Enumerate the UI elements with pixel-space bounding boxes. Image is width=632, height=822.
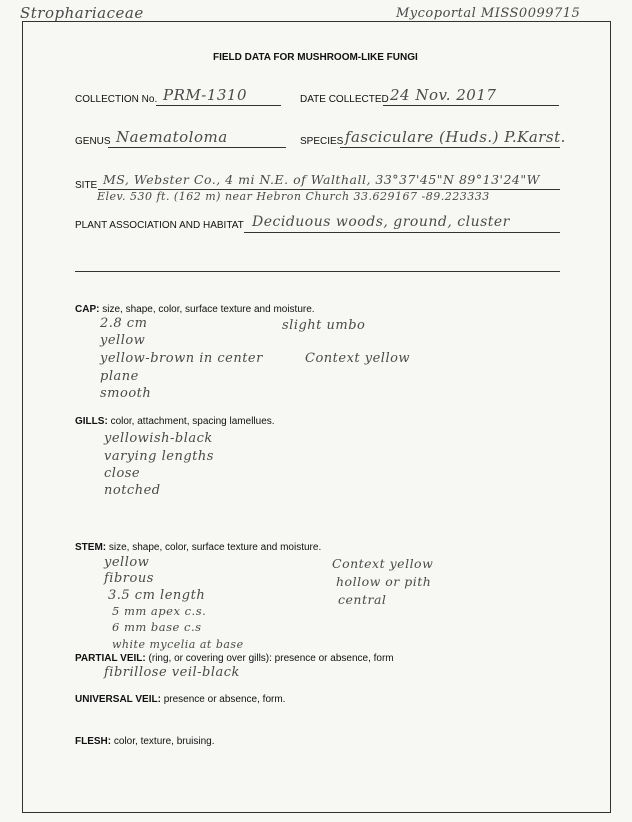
stem-note: fibrous — [104, 571, 154, 586]
flesh-desc: color, texture, bruising. — [113, 736, 215, 747]
universal-veil-label: UNIVERSAL VEIL: — [75, 694, 161, 705]
cap-note: smooth — [100, 386, 152, 401]
stem-note-right: Context yellow — [332, 556, 434, 571]
collection-value: PRM-1310 — [163, 86, 247, 104]
collection-underline — [156, 105, 281, 106]
stem-section — [75, 542, 321, 553]
universal-veil-desc: presence or absence, form. — [163, 694, 286, 705]
cap-note: plane — [100, 369, 139, 384]
species-label: SPECIES — [300, 136, 344, 147]
species-underline — [340, 147, 560, 148]
site-line-1: MS, Webster Co., 4 mi N.E. of Walthall, 33°37'45"N 89°13'24"W — [103, 172, 540, 187]
cap-note-right: Context yellow — [305, 351, 411, 366]
stem-note-right: central — [338, 592, 387, 607]
genus-underline — [108, 147, 286, 148]
site-line-2: Elev. 530 ft. (162 m) near Hebron Church 33.629167 -89.223333 — [97, 190, 490, 203]
gills-label: GILLS: — [75, 416, 108, 427]
date-value: 24 Nov. 2017 — [390, 86, 497, 104]
habitat-underline-2 — [75, 271, 560, 272]
partial-veil-section — [75, 653, 394, 664]
habitat-value: Deciduous woods, ground, cluster — [252, 214, 510, 230]
stem-label: STEM: — [75, 542, 107, 553]
stem-note: white mycelia at base — [112, 638, 244, 651]
family-name: Strophariaceae — [20, 4, 144, 22]
stem-note: 3.5 cm length — [108, 588, 206, 603]
cap-note: yellow-brown in center — [100, 351, 263, 366]
date-label: DATE COLLECTED — [300, 94, 389, 105]
cap-desc: size, shape, color, surface texture and moisture. — [102, 304, 315, 315]
stem-note: 6 mm base c.s — [112, 620, 202, 634]
cap-label: CAP: — [75, 304, 100, 315]
cap-note: yellow — [100, 333, 146, 348]
partial-veil-note: fibrillose veil-black — [104, 665, 240, 680]
genus-value: Naematoloma — [116, 128, 228, 146]
form-title: FIELD DATA FOR MUSHROOM-LIKE FUNGI — [213, 52, 418, 63]
gills-desc: color, attachment, spacing lamellues. — [110, 416, 275, 427]
date-underline — [383, 105, 559, 106]
habitat-label: PLANT ASSOCIATION AND HABITAT — [75, 220, 244, 231]
stem-desc: size, shape, color, surface texture and moisture. — [108, 542, 322, 553]
cap-section — [75, 304, 315, 315]
cap-note-right: slight umbo — [282, 318, 366, 333]
stem-note: 5 mm apex c.s. — [112, 604, 207, 618]
gills-note: varying lengths — [104, 449, 214, 464]
catalog-number: Mycoportal MISS0099715 — [396, 6, 581, 21]
genus-label: GENUS — [75, 136, 111, 147]
gills-section — [75, 416, 275, 427]
gills-note: close — [104, 466, 141, 481]
gills-note: notched — [104, 483, 161, 498]
universal-veil-section — [75, 694, 285, 705]
collection-label: COLLECTION No. — [75, 94, 158, 105]
flesh-label: FLESH: — [75, 736, 112, 747]
partial-veil-desc: (ring, or covering over gills): presence or absence, form — [148, 653, 394, 664]
site-label: SITE — [75, 180, 98, 191]
habitat-underline — [244, 232, 560, 233]
stem-note: yellow — [104, 555, 150, 570]
flesh-section — [75, 736, 215, 747]
cap-note: 2.8 cm — [100, 316, 148, 331]
species-value: fasciculare (Huds.) P.Karst. — [345, 128, 566, 146]
partial-veil-label: PARTIAL VEIL: — [75, 653, 146, 664]
stem-note-right: hollow or pith — [336, 574, 432, 589]
gills-note: yellowish-black — [104, 431, 213, 446]
